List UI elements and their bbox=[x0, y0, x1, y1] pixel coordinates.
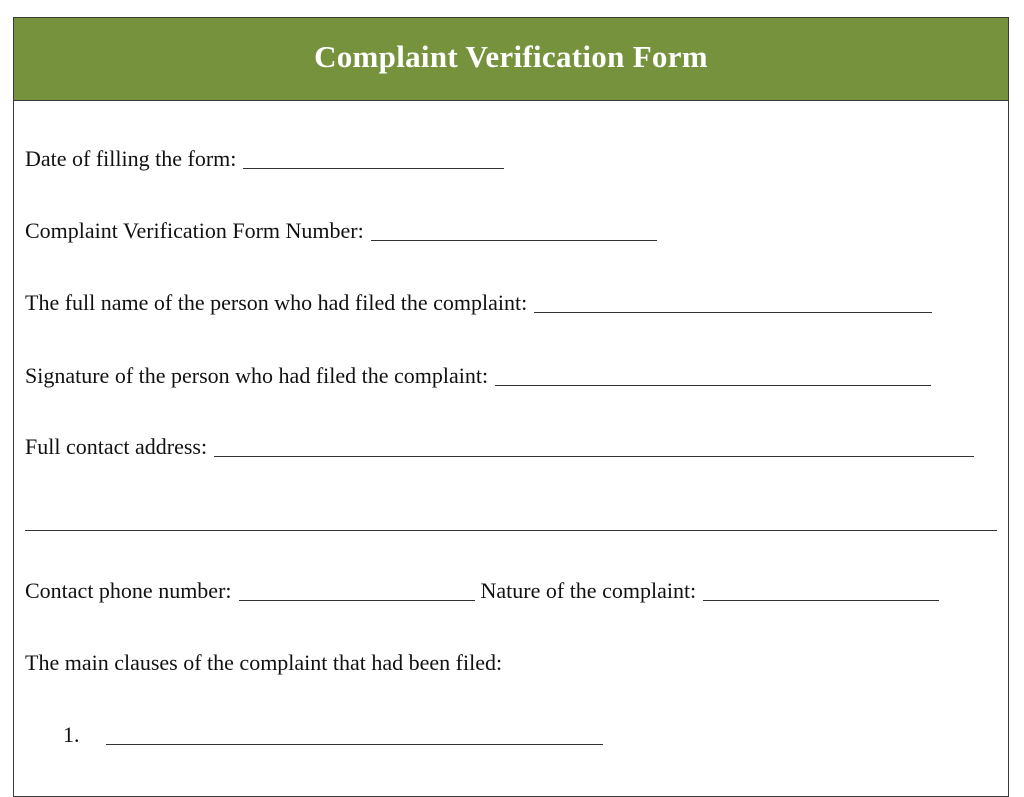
date-label: Date of filling the form: bbox=[25, 146, 237, 171]
clauses-row bbox=[25, 650, 502, 676]
form-number-row bbox=[25, 218, 657, 244]
signature-field[interactable] bbox=[495, 366, 931, 386]
address-field-line-1[interactable] bbox=[214, 437, 974, 457]
nature-label: Nature of the complaint: bbox=[480, 578, 697, 603]
phone-nature-row bbox=[25, 578, 939, 604]
phone-field[interactable] bbox=[239, 581, 475, 601]
address-field-line-2[interactable] bbox=[25, 530, 997, 531]
clause-item-number: 1. bbox=[63, 722, 80, 747]
clause-item bbox=[63, 722, 603, 748]
form-number-field[interactable] bbox=[371, 221, 657, 241]
full-name-field[interactable] bbox=[534, 293, 932, 313]
full-name-label: The full name of the person who had filed the complaint: bbox=[25, 290, 528, 315]
nature-field[interactable] bbox=[703, 581, 939, 601]
phone-label: Contact phone number: bbox=[25, 578, 232, 603]
clause-item-field[interactable] bbox=[106, 725, 603, 745]
signature-label: Signature of the person who had filed the complaint: bbox=[25, 363, 489, 388]
form-title: Complaint Verification Form bbox=[314, 39, 708, 74]
date-field[interactable] bbox=[243, 149, 504, 169]
form-header bbox=[14, 18, 1008, 101]
address-row bbox=[25, 434, 974, 460]
full-name-row bbox=[25, 290, 932, 316]
date-row bbox=[25, 146, 504, 172]
form-number-label: Complaint Verification Form Number: bbox=[25, 218, 364, 243]
clauses-label: The main clauses of the complaint that had been filed: bbox=[25, 650, 503, 675]
complaint-verification-form bbox=[13, 17, 1009, 797]
signature-row bbox=[25, 363, 931, 389]
address-label: Full contact address: bbox=[25, 434, 208, 459]
